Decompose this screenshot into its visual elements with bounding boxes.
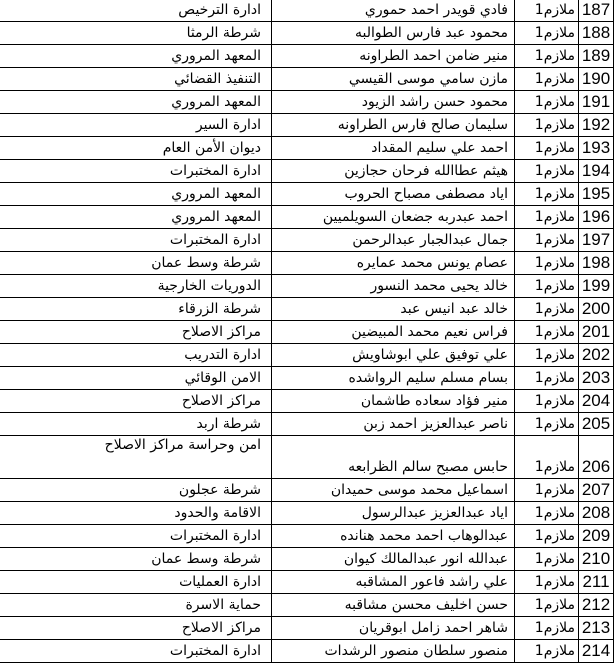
table-row xyxy=(0,548,614,571)
department-cell: ادارة التدريب xyxy=(0,344,272,367)
rank-cell: ملازم1 xyxy=(515,206,579,229)
department-cell: المعهد المروري xyxy=(0,91,272,114)
name-cell: حابس مصبح سالم الظرابعه xyxy=(272,436,515,479)
rank-cell: ملازم1 xyxy=(515,617,579,640)
department-cell: الاقامة والحدود xyxy=(0,502,272,525)
department-cell: التنفيذ القضائي xyxy=(0,68,272,91)
name-cell: علي توفيق علي ابوشاويش xyxy=(272,344,515,367)
department-cell: حماية الاسرة xyxy=(0,594,272,617)
name-cell: عبدالوهاب احمد محمد هنانده xyxy=(272,525,515,548)
rank-cell: ملازم1 xyxy=(515,571,579,594)
table-row xyxy=(0,252,614,275)
department-cell: ادارة السير xyxy=(0,114,272,137)
rank-cell: ملازم1 xyxy=(515,68,579,91)
rank-cell: ملازم1 xyxy=(515,525,579,548)
department-cell: شرطة اربد xyxy=(0,413,272,436)
name-cell: حسن اخليف محسن مشاقبه xyxy=(272,594,515,617)
name-cell: خالد يحيى محمد النسور xyxy=(272,275,515,298)
row-number-cell: 192 xyxy=(579,114,614,137)
department-cell: مراكز الاصلاح xyxy=(0,617,272,640)
row-number-cell: 213 xyxy=(579,617,614,640)
department-cell: ديوان الأمن العام xyxy=(0,137,272,160)
department-cell: امن وحراسة مراكز الاصلاح xyxy=(0,436,272,479)
rank-cell: ملازم1 xyxy=(515,22,579,45)
table-row xyxy=(0,594,614,617)
row-number-cell: 197 xyxy=(579,229,614,252)
rank-cell: ملازم1 xyxy=(515,548,579,571)
row-number-cell: 204 xyxy=(579,390,614,413)
department-cell: ادارة الترخيص xyxy=(0,0,272,22)
name-cell: احمد عبدربه جضعان السويلميين xyxy=(272,206,515,229)
name-cell: علي راشد فاعور المشاقبه xyxy=(272,571,515,594)
department-cell: المعهد المروري xyxy=(0,183,272,206)
department-cell: شرطة وسط عمان xyxy=(0,252,272,275)
rank-cell: ملازم1 xyxy=(515,502,579,525)
table-row xyxy=(0,390,614,413)
rank-cell: ملازم1 xyxy=(515,275,579,298)
name-cell: فراس نعيم محمد المبيضين xyxy=(272,321,515,344)
rank-cell: ملازم1 xyxy=(515,45,579,68)
name-cell: منصور سلطان منصور الرشدات xyxy=(272,640,515,663)
department-cell: المعهد المروري xyxy=(0,45,272,68)
name-cell: محمود عبد فارس الطوالبه xyxy=(272,22,515,45)
rank-cell: ملازم1 xyxy=(515,252,579,275)
row-number-cell: 198 xyxy=(579,252,614,275)
department-cell: شرطة وسط عمان xyxy=(0,548,272,571)
row-number-cell: 200 xyxy=(579,298,614,321)
row-number-cell: 194 xyxy=(579,160,614,183)
table-row xyxy=(0,91,614,114)
name-cell: محمود حسن راشد الزيود xyxy=(272,91,515,114)
name-cell: هيثم عطاالله فرحان حجازين xyxy=(272,160,515,183)
row-number-cell: 199 xyxy=(579,275,614,298)
department-cell: ادارة العمليات xyxy=(0,571,272,594)
rank-cell: ملازم1 xyxy=(515,436,579,479)
rank-cell: ملازم1 xyxy=(515,160,579,183)
name-cell: اسماعيل محمد موسى حميدان xyxy=(272,479,515,502)
row-number-cell: 208 xyxy=(579,502,614,525)
table-row xyxy=(0,0,614,22)
table-row xyxy=(0,229,614,252)
rank-cell: ملازم1 xyxy=(515,344,579,367)
name-cell: عصام يونس محمد عمايره xyxy=(272,252,515,275)
table-row xyxy=(0,525,614,548)
rank-cell: ملازم1 xyxy=(515,594,579,617)
department-cell: شرطة الرمثا xyxy=(0,22,272,45)
name-cell: شاهر احمد زامل ابوقريان xyxy=(272,617,515,640)
row-number-cell: 214 xyxy=(579,640,614,663)
table-row xyxy=(0,413,614,436)
rank-cell: ملازم1 xyxy=(515,114,579,137)
row-number-cell: 189 xyxy=(579,45,614,68)
department-cell: ادارة المختبرات xyxy=(0,160,272,183)
row-number-cell: 202 xyxy=(579,344,614,367)
department-cell: ادارة المختبرات xyxy=(0,229,272,252)
name-cell: خالد عبد انيس عبد xyxy=(272,298,515,321)
name-cell: عبدالله انور عبدالمالك كيوان xyxy=(272,548,515,571)
row-number-cell: 201 xyxy=(579,321,614,344)
name-cell: سليمان صالح فارس الطراونه xyxy=(272,114,515,137)
row-number-cell: 206 xyxy=(579,436,614,479)
row-number-cell: 203 xyxy=(579,367,614,390)
rank-cell: ملازم1 xyxy=(515,91,579,114)
table-row xyxy=(0,137,614,160)
department-cell: شرطة عجلون xyxy=(0,479,272,502)
rank-cell: ملازم1 xyxy=(515,390,579,413)
row-number-cell: 191 xyxy=(579,91,614,114)
row-number-cell: 187 xyxy=(579,0,614,22)
row-number-cell: 212 xyxy=(579,594,614,617)
table-row xyxy=(0,436,614,479)
rank-cell: ملازم1 xyxy=(515,183,579,206)
row-number-cell: 207 xyxy=(579,479,614,502)
name-cell: احمد علي سليم المقداد xyxy=(272,137,515,160)
department-cell: مراكز الاصلاح xyxy=(0,390,272,413)
name-cell: اياد مصطفى مصباح الحروب xyxy=(272,183,515,206)
department-cell: الامن الوقائي xyxy=(0,367,272,390)
rank-cell: ملازم1 xyxy=(515,321,579,344)
row-number-cell: 210 xyxy=(579,548,614,571)
table-row xyxy=(0,160,614,183)
rank-cell: ملازم1 xyxy=(515,0,579,22)
row-number-cell: 196 xyxy=(579,206,614,229)
rank-cell: ملازم1 xyxy=(515,367,579,390)
row-number-cell: 190 xyxy=(579,68,614,91)
department-cell: الدوريات الخارجية xyxy=(0,275,272,298)
table-row xyxy=(0,298,614,321)
rank-cell: ملازم1 xyxy=(515,640,579,663)
table-row xyxy=(0,22,614,45)
rank-cell: ملازم1 xyxy=(515,229,579,252)
row-number-cell: 205 xyxy=(579,413,614,436)
table-row xyxy=(0,344,614,367)
department-cell: ادارة المختبرات xyxy=(0,640,272,663)
table-row xyxy=(0,571,614,594)
table-row xyxy=(0,183,614,206)
table-row xyxy=(0,45,614,68)
row-number-cell: 209 xyxy=(579,525,614,548)
table-row xyxy=(0,479,614,502)
table-row xyxy=(0,206,614,229)
name-cell: ناصر عبدالعزيز احمد زبن xyxy=(272,413,515,436)
table-row xyxy=(0,502,614,525)
name-cell: بسام مسلم سليم الرواشده xyxy=(272,367,515,390)
row-number-cell: 211 xyxy=(579,571,614,594)
name-cell: مازن سامي موسى القيسي xyxy=(272,68,515,91)
table-row xyxy=(0,68,614,91)
name-cell: فادي قويدر احمد حموري xyxy=(272,0,515,22)
row-number-cell: 193 xyxy=(579,137,614,160)
department-cell: مراكز الاصلاح xyxy=(0,321,272,344)
table-row xyxy=(0,640,614,663)
table-row xyxy=(0,367,614,390)
table-row xyxy=(0,114,614,137)
rank-cell: ملازم1 xyxy=(515,413,579,436)
department-cell: المعهد المروري xyxy=(0,206,272,229)
rank-cell: ملازم1 xyxy=(515,137,579,160)
table-row xyxy=(0,321,614,344)
row-number-cell: 188 xyxy=(579,22,614,45)
department-cell: شرطة الزرقاء xyxy=(0,298,272,321)
name-cell: جمال عبدالجبار عبدالرحمن xyxy=(272,229,515,252)
table-row xyxy=(0,617,614,640)
row-number-cell: 195 xyxy=(579,183,614,206)
department-cell: ادارة المختبرات xyxy=(0,525,272,548)
rank-cell: ملازم1 xyxy=(515,298,579,321)
name-cell: منير ضامن احمد الطراونه xyxy=(272,45,515,68)
rank-cell: ملازم1 xyxy=(515,479,579,502)
name-cell: اياد عبدالعزيز عبدالرسول xyxy=(272,502,515,525)
name-cell: منير فؤاد سعاده طاشمان xyxy=(272,390,515,413)
table-row xyxy=(0,275,614,298)
